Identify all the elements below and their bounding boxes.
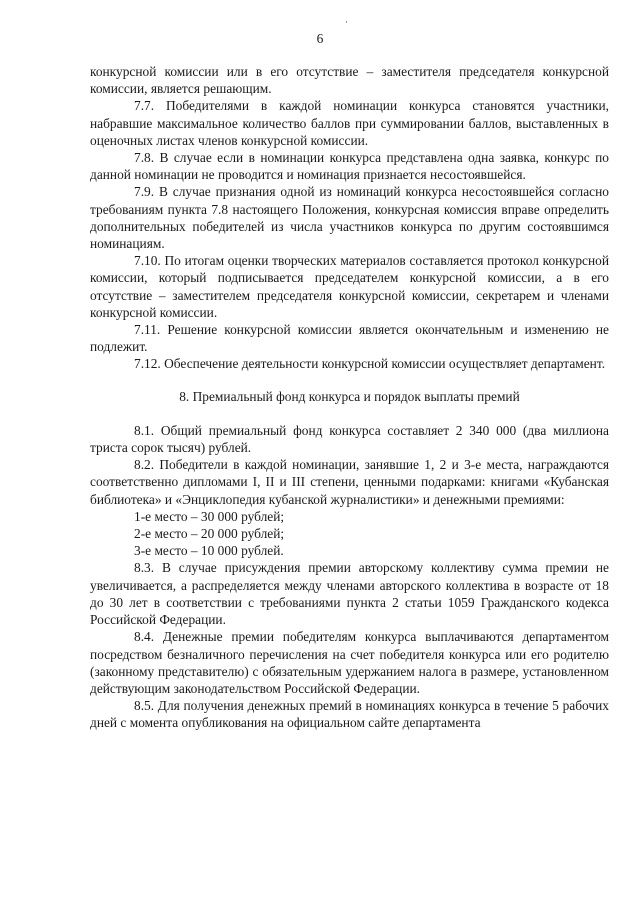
paragraph-7-10: 7.10. По итогам оценки творческих материалов составляется протокол конкурсной комиссии, который подписывается председателем конкурсной комиссии, а в его отсутствие – заместителем председателя конкурсной комиссии, секретарем и членами конкурсной комиссии.	[90, 253, 609, 320]
prize-line-1: 1-е место – 30 000 рублей;	[134, 508, 285, 524]
document-body	[90, 63, 609, 732]
section-8-heading: 8. Премиальный фонд конкурса и порядок выплаты премий	[179, 388, 520, 404]
scan-mark: ·	[345, 17, 348, 27]
paragraph-8-2: 8.2. Победители в каждой номинации, занявшие 1, 2 и 3-е места, награждаются соответственно дипломами I, II и III степени, ценными подарками: книгами «Кубанская библиотека» и «Энциклопедия кубанской журналистики» и денежными премиями:	[90, 457, 609, 507]
paragraph-8-3: 8.3. В случае присуждения премии авторскому коллективу сумма премии не увеличивается, а распределяется между членами авторского коллектива в возрасте от 18 до 30 лет в соответствии с требованиями пункта 2 статьи 1059 Гражданского кодекса Российской Федерации.	[90, 560, 609, 628]
paragraph-7-7: 7.7. Победителями в каждой номинации конкурса становятся участники, набравшие максимальное количество баллов при суммировании баллов, выставленных в оценочных листах членов конкурсной комиссии.	[90, 98, 609, 148]
paragraph-7-12: 7.12. Обеспечение деятельности конкурсной комиссии осуществляет департамент.	[134, 356, 606, 372]
page-number: 6	[316, 31, 324, 46]
prize-line-3: 3-е место – 10 000 рублей.	[134, 543, 284, 559]
paragraph-7-8: 7.8. В случае если в номинации конкурса представлена одна заявка, конкурс по данной номинации не проводится и номинация признается несостоявшейся.	[90, 150, 609, 183]
paragraph-7-11: 7.11. Решение конкурсной комиссии является окончательным и изменению не подлежит.	[90, 322, 609, 355]
paragraph-7-9: 7.9. В случае признания одной из номинаций конкурса несостоявшейся согласно требованиям пункта 7.8 настоящего Положения, конкурсная комиссия вправе определить дополнительных победителей из числа участников конкурса по другим состоявшимся номинациям.	[90, 184, 609, 252]
prize-line-2: 2-е место – 20 000 рублей;	[134, 526, 285, 542]
paragraph-8-1: 8.1. Общий премиальный фонд конкурса составляет 2 340 000 (два миллиона триста сорок тысяч) рублей.	[90, 422, 609, 456]
paragraph-8-5: 8.5. Для получения денежных премий в номинациях конкурса в течение 5 рабочих дней с момента опубликования на официальном сайте департамента	[90, 698, 609, 731]
paragraph-8-4: 8.4. Денежные премии победителям конкурса выплачиваются департаментом посредством безналичного перечисления на счет победителя конкурса или его родителю (законному представителю) с обязательным удержанием налога в размере, установленном действующим законодательством Российской Федерации.	[90, 629, 609, 696]
paragraph-continued: конкурсной комиссии или в его отсутствие – заместителя председателя конкурсной комиссии, является решающим.	[90, 64, 609, 97]
